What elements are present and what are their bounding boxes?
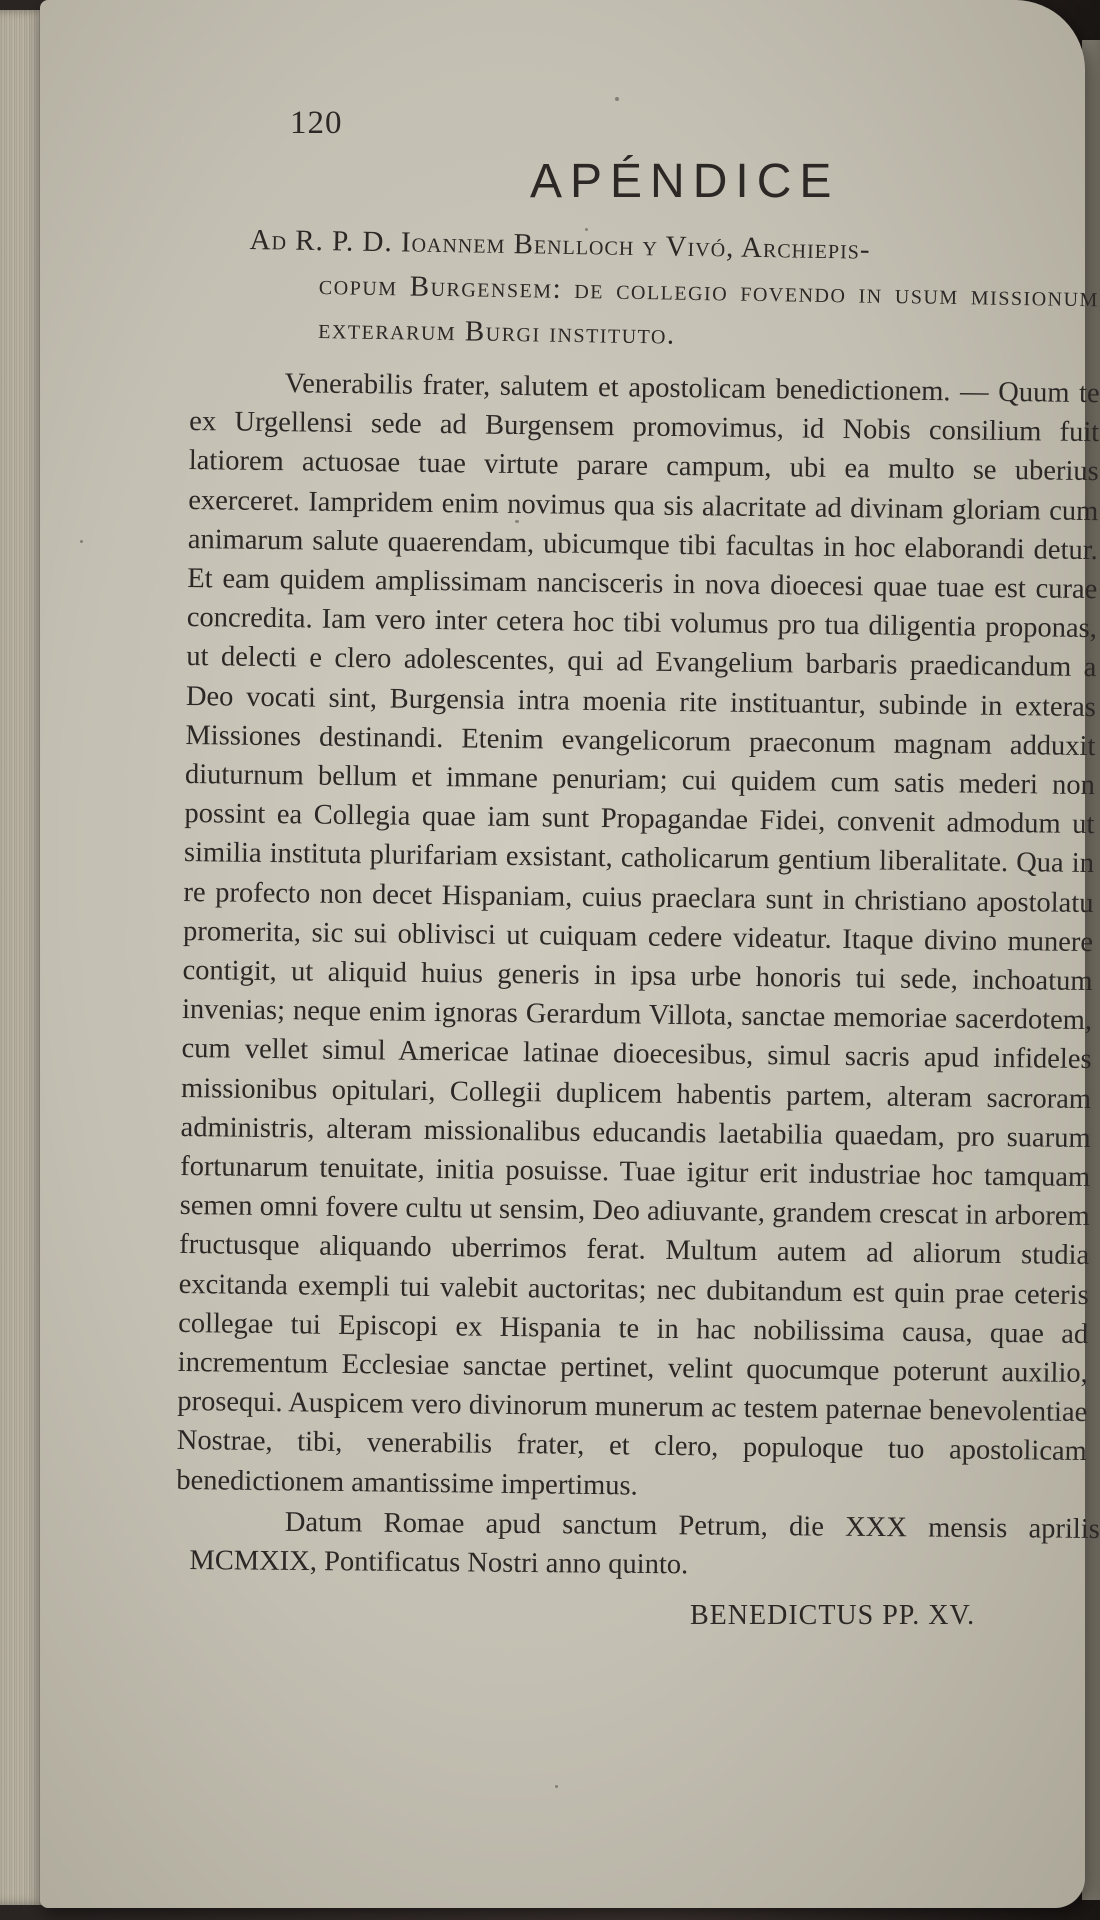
letter-body xyxy=(176,363,1100,1511)
letter-signature: BENEDICTUS PP. XV. xyxy=(690,1599,976,1631)
letter-dateline: Datum Romae apud sanctum Petrum, die XXX mensis aprilis MCMXIX, Pontificatus Nostri anno quinto. xyxy=(189,1506,1100,1581)
page-number: 120 xyxy=(290,105,343,141)
letter-address xyxy=(188,217,1100,363)
page-content xyxy=(176,105,1100,1632)
section-title: APÉNDICE xyxy=(530,155,840,208)
letter-paragraph: Venerabilis frater, salutem et apostolicam benedictionem. — Quum te ex Urgellensi sede ad Burgensem promovimus, id Nobis consilium fuit latiorem actuosae tuae virtute parare campum, ubi ea multo se uberius exerceret. Iampridem enim novimus qua sis alacritate ad divinam gloriam cum animarum salute quaerendam, ubicumque tibi facultas in hoc elaborandi detur. Et eam quidem amplissimam nancisceris in nova dioecesi quae tuae est curae concredita. Iam vero inter cetera hoc tibi volumus pro tua diligentia proponas, ut delecti e clero adolescentes, qui ad Evangelium barbaris praedicandum a Deo vocati sint, Burgensia intra moenia rite instituantur, subinde in exteras Missiones destinandi. Etenim evangelicorum praeconum magnam adduxit diuturnum bellum et immane penuriam; cui quidem cum satis mederi non possint ea Collegia quae iam sunt Propagandae Fidei, convenit admodum ut similia instituta plurifariam exsistant, catholicarum gentium liberalitate. Qua in re profecto non decet Hispaniam, cuius praeclara sunt in christiano apostolatu promerita, sic sui oblivisci ut cuiquam cedere videatur. Itaque divino munere contigit, ut aliquid huius generis in ipsa urbe honoris tui sede, inchoatum invenias; neque enim ignoras Gerardum Villota, sanctae memoriae sacerdotem, cum vellet simul Americae latinae dioecesibus, simul sacris apud infideles missionibus opitulari, Collegii duplicem habentis partem, alteram sacroram administris, alteram missionalibus educandis laetabilia quaedam, pro suarum fortunarum tenuitate, initia posuisse. Tuae igitur erit industriae hoc tamquam semen omni fovere cultu ut sensim, Deo adiuvante, grandem crescat in arborem fructusque aliquando uberrimos ferat. Multum autem ad aliorum studia excitanda exempli tui valebit auctoritas; nec dubitandum est quin prae ceteris collegae tui Episcopi ex Hispania te in hac nobilissima causa, quae ad incrementum Ecclesiae sanctae pertinet, velint quocumque poterunt auxilio, prosequi. Auspicem vero divinorum munerum ac testem paternae benevolentiae Nostrae, tibi, venerabilis frater, et clero, populoque tuo apostolicam benedictionem amantissime impertimus. xyxy=(176,367,1100,1502)
book-page xyxy=(40,0,1100,1908)
address-line-2: copum Burgensem: de collegio fovendo in usum missionum exterarum Burgi instituto. xyxy=(318,268,1100,351)
address-line-1: Ad R. P. D. Ioannem Benlloch y Vivó, Archiepis- xyxy=(249,223,871,266)
